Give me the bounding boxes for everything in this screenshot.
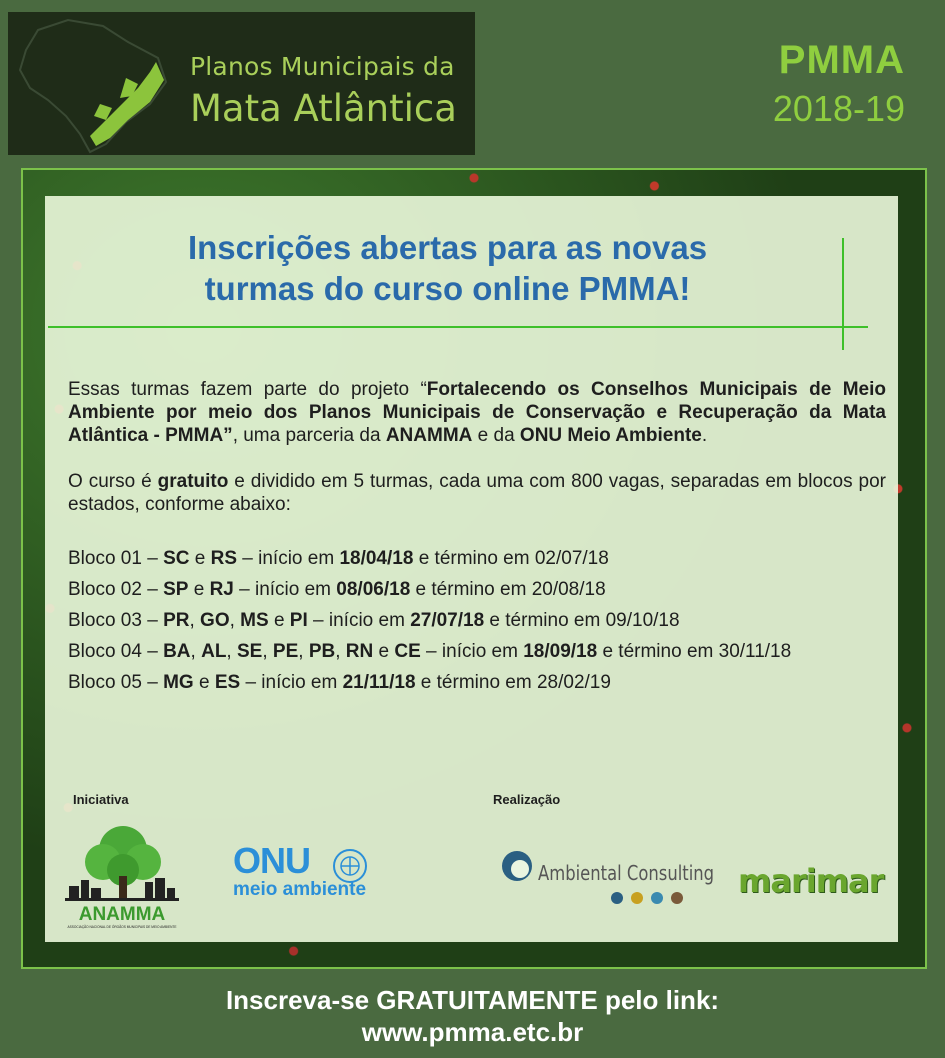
- end-label: e término em: [410, 579, 532, 600]
- end-date: 02/07/18: [534, 548, 609, 569]
- intro-text: e da: [472, 425, 520, 446]
- state-code: SC: [163, 548, 190, 569]
- block-item: Bloco 05 – MG e ES – início em 21/11/18 e término em 28/02/19: [68, 672, 611, 693]
- start-label: – início em: [420, 641, 524, 662]
- block-item: Bloco 04 – BA, AL, SE, PE, PB, RN e CE – início em 18/09/18 e término em 30/11/18: [68, 641, 792, 662]
- state-code: GO: [200, 610, 230, 631]
- org-onu: ONU Meio Ambiente: [519, 425, 702, 446]
- block-item: Bloco 02 – SP e RJ – início em 08/06/18 e término em 20/08/18: [68, 579, 606, 600]
- ambiental-consulting-wordmark: Ambiental Consulting: [538, 861, 715, 885]
- start-label: – início em: [240, 672, 343, 693]
- course-text: e dividido em 5 turmas, cada uma com 800 vagas, separadas em blocos por estados, conforme abaixo:: [68, 471, 886, 515]
- end-label: e término em: [484, 610, 606, 631]
- start-date: 08/06/18: [336, 579, 411, 600]
- block-label: Bloco 04 –: [68, 641, 164, 662]
- pmma-tag: PMMA: [778, 38, 905, 82]
- start-date: 18/09/18: [523, 641, 598, 662]
- block-item: Bloco 01 – SC e RS – início em 18/04/18 e término em 02/07/18: [68, 548, 609, 569]
- intro-paragraph: [68, 378, 886, 447]
- block-label: Bloco 05 –: [68, 672, 164, 693]
- end-label: e término em: [415, 672, 537, 693]
- state-code: SP: [163, 579, 189, 600]
- course-paragraph: [68, 470, 886, 516]
- block-label: Bloco 01 –: [68, 548, 164, 569]
- realization-label: Realização: [493, 792, 561, 807]
- start-date: 21/11/18: [342, 672, 416, 693]
- state-code: RS: [210, 548, 238, 569]
- free-label: gratuito: [157, 471, 229, 492]
- cta-line1: Inscreva-se GRATUITAMENTE pelo link:: [225, 985, 720, 1015]
- onu-wordmark: ONU: [233, 840, 310, 881]
- blocks-list: [68, 543, 886, 698]
- headline-box: [50, 200, 845, 324]
- header-banner: [8, 12, 475, 155]
- end-date: 28/02/19: [536, 672, 611, 693]
- headline-sideline: [842, 238, 844, 350]
- initiative-label: Iniciativa: [73, 792, 129, 807]
- headline-line1: Inscrições abertas para as novas: [187, 229, 708, 266]
- block-label: Bloco 03 –: [68, 610, 164, 631]
- anamma-logo: [61, 822, 183, 935]
- state-code: MS: [240, 610, 269, 631]
- state-code: ES: [214, 672, 241, 693]
- state-code: CE: [394, 641, 421, 662]
- brand-title-line1: Planos Municipais da: [190, 52, 455, 81]
- start-date: 18/04/18: [339, 548, 414, 569]
- ambiental-swirl-icon: [499, 848, 535, 884]
- anamma-wordmark: ANAMMA: [78, 904, 166, 925]
- intro-text: , uma parceria da: [232, 425, 386, 446]
- start-date: 27/07/18: [410, 610, 485, 631]
- body-text: [68, 378, 886, 698]
- start-label: – início em: [237, 548, 340, 569]
- brand-title-line2: Mata Atlântica: [190, 87, 457, 130]
- anamma-subtitle: ASSOCIAÇÃO NACIONAL DE ÓRGÃOS MUNICIPAIS DE MEIO AMBIENTE: [67, 925, 177, 929]
- onu-subtitle: meio ambiente: [233, 879, 367, 900]
- cta-link[interactable]: www.pmma.etc.br: [361, 1017, 584, 1047]
- state-code: PE: [272, 641, 299, 662]
- state-code: MG: [163, 672, 194, 693]
- state-code: RJ: [209, 579, 234, 600]
- state-code: AL: [201, 641, 227, 662]
- state-code: BA: [163, 641, 191, 662]
- org-anamma: ANAMMA: [385, 425, 473, 446]
- block-item: Bloco 03 – PR, GO, MS e PI – início em 27/07/18 e término em 09/10/18: [68, 610, 680, 631]
- intro-text: Essas turmas fazem parte do projeto “: [68, 379, 427, 400]
- state-code: PI: [289, 610, 308, 631]
- pmma-year: 2018-19: [772, 88, 905, 129]
- start-label: – início em: [307, 610, 411, 631]
- end-date: 20/08/18: [531, 579, 606, 600]
- end-date: 09/10/18: [605, 610, 680, 631]
- project-name: Fortalecendo os Conselhos Municipais de Meio Ambiente por meio dos Planos Municipais de Conservação e Recuperação da Mata Atlântica - PMMA”: [68, 379, 886, 446]
- start-label: – início em: [233, 579, 337, 600]
- state-code: PB: [308, 641, 336, 662]
- brazil-map-icon: [8, 12, 178, 155]
- ambiental-dots-icon: [610, 891, 690, 905]
- tree-icon: [61, 822, 183, 930]
- headline-line2: turmas do curso online PMMA!: [204, 270, 691, 307]
- end-label: e término em: [413, 548, 535, 569]
- state-code: RN: [345, 641, 374, 662]
- state-code: PR: [163, 610, 190, 631]
- headline: [50, 200, 845, 309]
- marimar-wordmark: marimar: [738, 862, 884, 900]
- un-emblem-icon: [331, 847, 369, 885]
- block-label: Bloco 02 –: [68, 579, 164, 600]
- intro-text: .: [701, 425, 708, 446]
- state-code: SE: [236, 641, 263, 662]
- end-date: 30/11/18: [718, 641, 792, 662]
- headline-underline: [48, 326, 868, 328]
- end-label: e término em: [597, 641, 719, 662]
- course-text: O curso é: [68, 471, 158, 492]
